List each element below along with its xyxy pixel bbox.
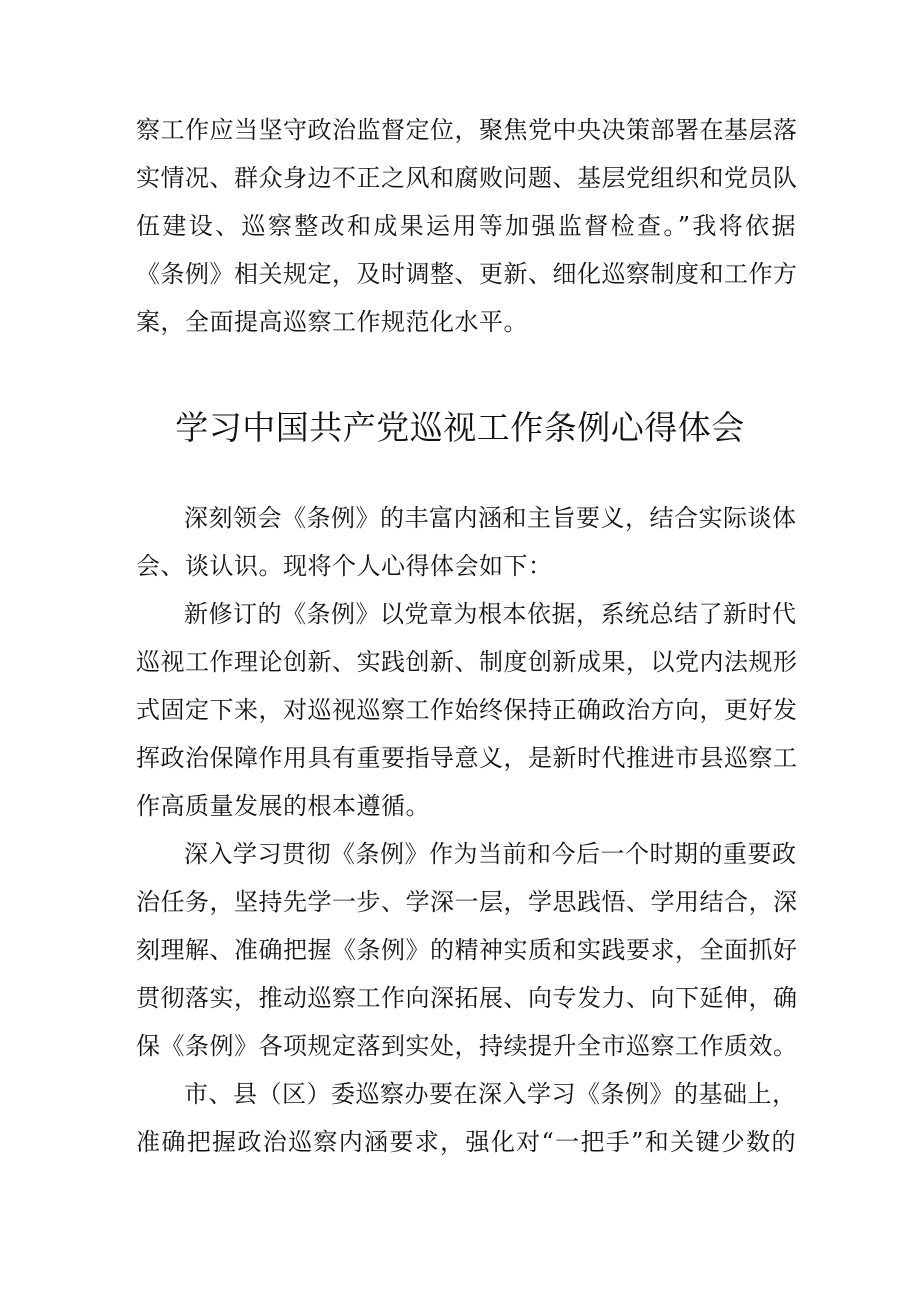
paragraph-line: 贯彻落实，推动巡察工作向深拓展、向专发力、向下延伸，确 [136,984,798,1012]
paragraph-line: 《条例》相关规定，及时调整、更新、细化巡察制度和工作方 [136,260,798,288]
paragraph-line: 深刻领会《条例》的丰富内涵和主旨要义，结合实际谈体 [184,504,797,532]
paragraph [136,1070,796,1166]
paragraph-line: 深入学习贯彻《条例》作为当前和今后一个时期的重要政 [184,840,797,868]
article-body [136,494,796,1166]
paragraph-line: 案，全面提高巡察工作规范化水平。 [136,308,528,336]
paragraph [136,494,796,590]
paragraph-line: 市、县（区）委巡察办要在深入学习《条例》的基础上， [184,1080,797,1108]
paragraph-line: 保《条例》各项规定落到实处，持续提升全市巡察工作质效。 [136,1032,798,1060]
paragraph [136,590,796,830]
paragraph-line: 治任务，坚持先学一步、学深一层，学思践悟、学用结合，深 [136,888,798,916]
paragraph-line: 式固定下来，对巡视巡察工作始终保持正确政治方向，更好发 [136,696,798,724]
paragraph [136,830,796,1070]
paragraph-line: 刻理解、准确把握《条例》的精神实质和实践要求，全面抓好 [136,936,798,964]
paragraph-line: 准确把握政治巡察内涵要求，强化对“一把手”和关键少数的 [136,1128,796,1156]
paragraph-line: 挥政治保障作用具有重要指导意义，是新时代推进市县巡察工 [136,744,798,772]
continued-paragraph [136,106,796,346]
paragraph-line: 察工作应当坚守政治监督定位，聚焦党中央决策部署在基层落 [136,116,798,144]
paragraph-line: 伍建设、巡察整改和成果运用等加强监督检查。”我将依据 [136,212,796,240]
paragraph-line: 作高质量发展的根本遵循。 [136,792,430,820]
paragraph-line: 实情况、群众身边不正之风和腐败问题、基层党组织和党员队 [136,164,798,192]
paragraph-line: 新修订的《条例》以党章为根本依据，系统总结了新时代 [184,600,797,628]
document-heading: 学习中国共产党巡视工作条例心得体会 [175,408,745,447]
paragraph-line: 巡视工作理论创新、实践创新、制度创新成果，以党内法规形 [136,648,798,676]
paragraph-line: 会、谈认识。现将个人心得体会如下： [136,552,553,580]
